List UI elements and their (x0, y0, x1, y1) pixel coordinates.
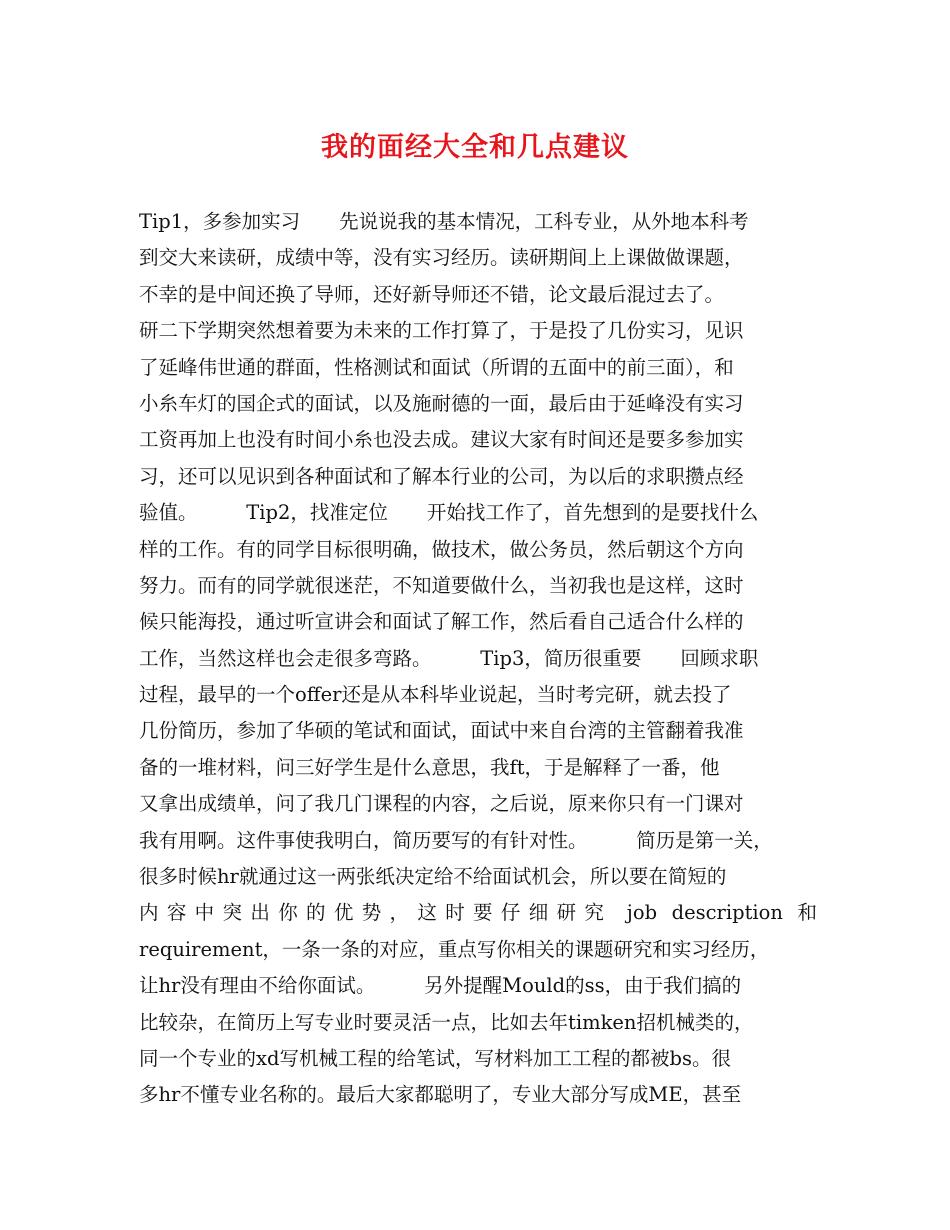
body-line: 过程，最早的一个offer还是从本科毕业说起，当时考完研，就去投了 (139, 683, 732, 707)
body-line: 努力。而有的同学就很迷茫，不知道要做什么，当初我也是这样，这时 (139, 573, 744, 597)
body-line: 我有用啊。这件事使我明白，简历要写的有针对性。 简历是第一关， (139, 828, 773, 852)
body-line: Tip1，多参加实习 先说说我的基本情况，工科专业，从外地本科考 (139, 210, 749, 233)
body-line: 备的一堆材料，问三好学生是什么意思，我ft，于是解释了一番，他 (139, 755, 720, 779)
body-line: 同一个专业的xd写机械工程的给笔试，写材料加工工程的都被bs。很 (139, 1046, 731, 1070)
body-line: 不幸的是中间还换了导师，还好新导师还不错，论文最后混过去了。 (139, 282, 725, 306)
body-line: 验值。 Tip2，找准定位 开始找工作了，首先想到的是要找什么 (139, 501, 759, 525)
document-title: 我的面经大全和几点建议 (321, 132, 629, 163)
body-line: 到交大来读研，成绩中等，没有实习经历。读研期间上上课做做课题， (139, 246, 744, 270)
body-line: 候只能海投，通过听宣讲会和面试了解工作，然后看自己适合什么样的 (139, 610, 744, 634)
document-body (139, 204, 817, 1114)
body-line: 小糸车灯的国企式的面试，以及施耐德的一面，最后由于延峰没有实习 (139, 391, 744, 415)
body-line: requirement，一条一条的对应，重点写你相关的课题研究和实习经历， (139, 937, 770, 961)
body-line: 几份简历，参加了华硕的笔试和面试，面试中来自台湾的主管翻着我准 (139, 719, 744, 743)
body-line: 让hr没有理由不给你面试。 另外提醒Mould的ss，由于我们搞的 (139, 974, 742, 998)
body-line: 多hr不懂专业名称的。最后大家都聪明了，专业大部分写成ME，甚至 (139, 1083, 742, 1107)
body-line: 工资再加上也没有时间小糸也没去成。建议大家有时间还是要多参加实 (139, 428, 744, 452)
body-line: 比较杂，在简历上写专业时要灵活一点，比如去年timken招机械类的， (139, 1010, 754, 1034)
body-line: 样的工作。有的同学目标很明确，做技术，做公务员，然后朝这个方向 (139, 537, 744, 561)
body-line: 习，还可以见识到各种面试和了解本行业的公司，为以后的求职攒点经 (139, 464, 744, 488)
body-line: 又拿出成绩单，问了我几门课程的内容，之后说，原来你只有一门课对 (139, 792, 744, 816)
body-line: 很多时候hr就通过这一两张纸决定给不给面试机会，所以要在简短的 (139, 865, 727, 889)
body-line: 内容中突出你的优势，这时要仔细研究 job description 和 (139, 901, 817, 925)
body-line: 研二下学期突然想着要为未来的工作打算了，于是投了几份实习，见识 (139, 319, 744, 343)
body-line: 工作，当然这样也会走很多弯路。 Tip3，简历很重要 回顾求职 (139, 646, 759, 670)
body-line: 了延峰伟世通的群面，性格测试和面试（所谓的五面中的前三面），和 (139, 355, 734, 379)
